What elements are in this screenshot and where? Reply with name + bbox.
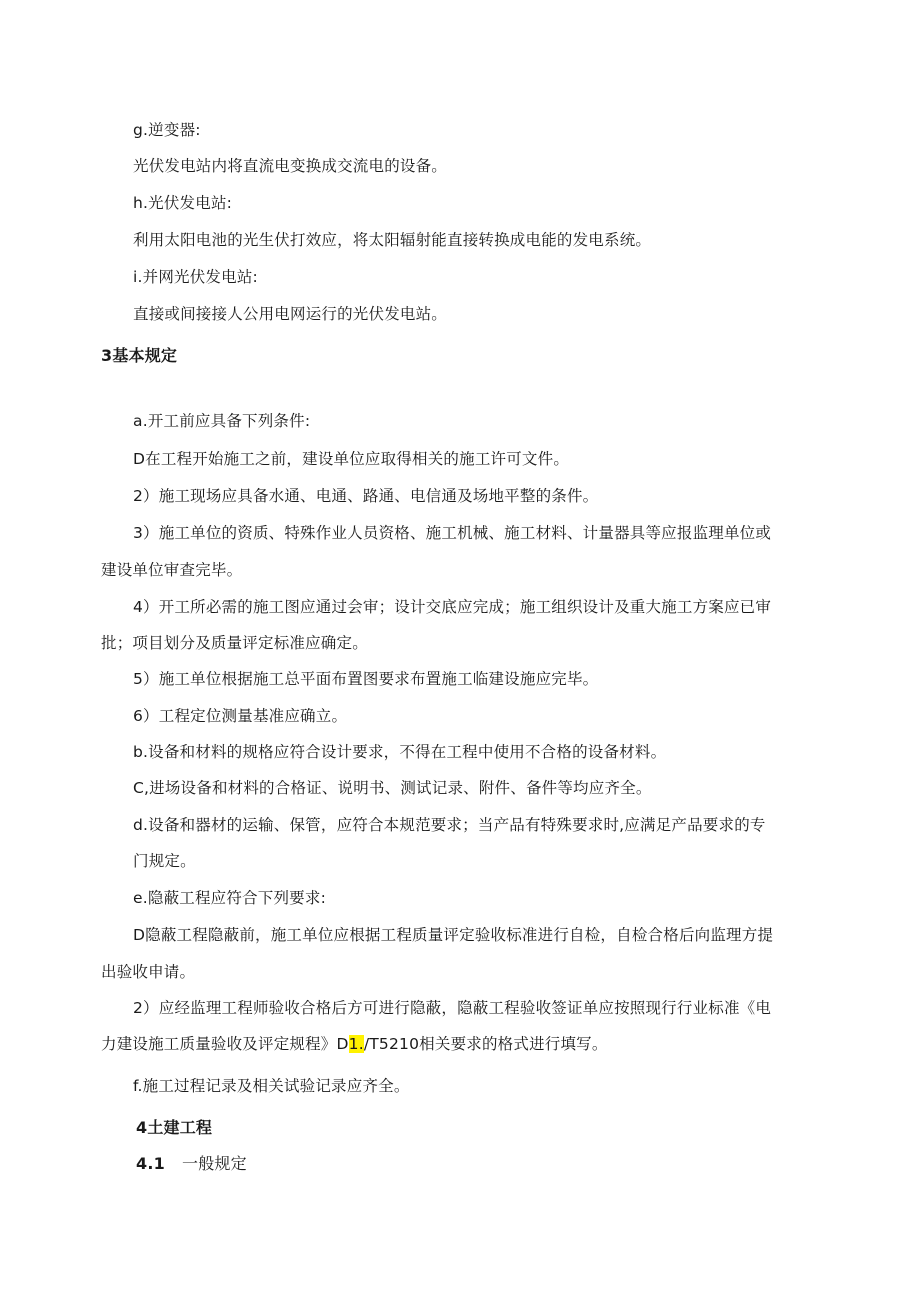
item-a-4-cont: 批；项目划分及质量评定标准应确定。 [101,634,368,652]
section-number: 4.1 [136,1154,165,1173]
item-e: e.隐蔽工程应符合下列要求: [133,889,326,907]
item-a-6: 6）工程定位测量基准应确立。 [133,707,348,725]
item-a-3: 3）施工单位的资质、特殊作业人员资格、施工机械、施工材料、计量器具等应报监理单位或 [133,524,772,542]
section-4-1-heading [136,1153,247,1175]
term-i-definition: 直接或间接接人公用电网运行的光伏发电站。 [133,305,448,323]
item-d: d.设备和器材的运输、保管，应符合本规范要求；当产品有特殊要求时,应满足产品要求的专 [133,816,766,834]
text-segment: 力建设施工质量验收及评定规程》D [101,1035,349,1053]
section-title: 一般规定 [182,1154,247,1173]
item-b: b.设备和材料的规格应符合设计要求，不得在工程中使用不合格的设备材料。 [133,743,667,761]
item-a-2: 2）施工现场应具备水通、电通、路通、电信通及场地平整的条件。 [133,487,599,505]
item-d-cont: 门规定。 [133,852,196,870]
highlighted-text: 1. [348,1035,364,1053]
term-i-title: i.并网光伏发电站: [133,268,258,286]
section-4-heading: 4土建工程 [136,1118,213,1137]
term-h-title: h.光伏发电站: [133,194,233,212]
term-h-definition: 利用太阳电池的光生伏打效应，将太阳辐射能直接转换成电能的发电系统。 [133,231,652,249]
item-f: f.施工过程记录及相关试验记录应齐全。 [133,1077,410,1095]
item-c: C,进场设备和材料的合格证、说明书、测试记录、附件、备件等均应齐全。 [133,779,652,797]
item-e-1-cont: 出验收申请。 [101,963,196,981]
term-g-title: g.逆变器: [133,121,201,139]
section-3-heading: 3基本规定 [101,346,178,365]
item-e-2: 2）应经监理工程师验收合格后方可进行隐蔽，隐蔽工程验收签证单应按照现行行业标准《电 [133,999,772,1017]
item-a-5: 5）施工单位根据施工总平面布置图要求布置施工临建设施应完毕。 [133,670,599,688]
item-a-4: 4）开工所必需的施工图应通过会审；设计交底应完成；施工组织设计及重大施工方案应已审 [133,598,772,616]
item-e-1: D隐蔽工程隐蔽前，施工单位应根据工程质量评定验收标准进行自检，自检合格后向监理方提 [133,926,774,944]
item-a-1: D在工程开始施工之前，建设单位应取得相关的施工许可文件。 [133,450,570,468]
term-g-definition: 光伏发电站内将直流电变换成交流电的设备。 [133,157,448,175]
item-a: a.开工前应具备下列条件: [133,412,311,430]
text-segment: /T5210相关要求的格式进行填写。 [363,1035,608,1053]
item-a-3-cont: 建设单位审查完毕。 [101,561,243,579]
item-e-2-cont [101,1033,608,1055]
